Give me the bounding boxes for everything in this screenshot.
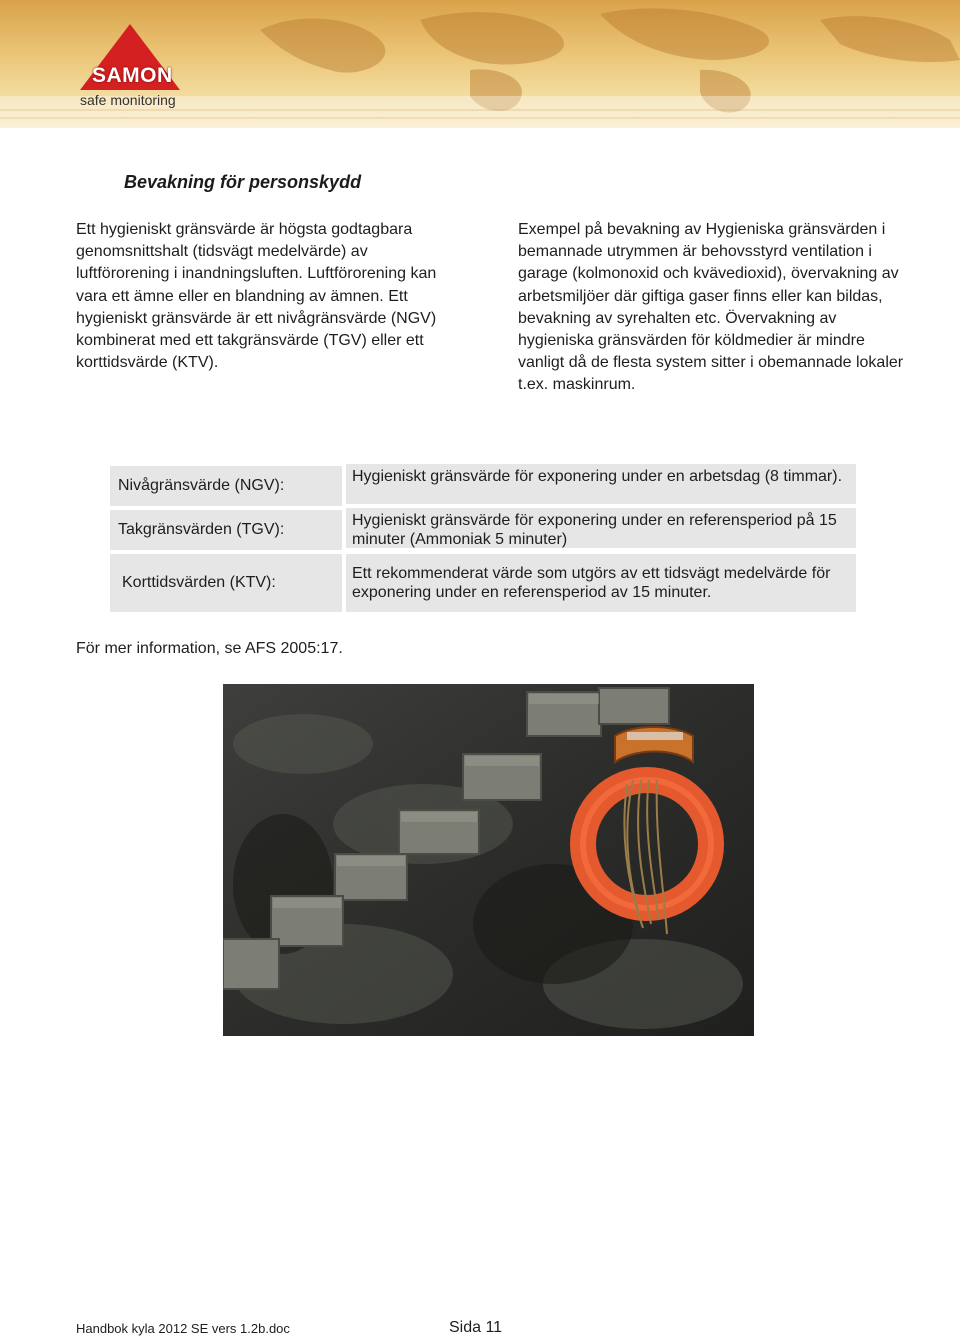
footer-page-number: Sida 11 [449, 1319, 503, 1336]
info-line: För mer information, se AFS 2005:17. [76, 640, 343, 657]
definition-term: Nivågränsvärde (NGV): [110, 466, 342, 506]
logo-tagline: safe monitoring [80, 92, 176, 108]
section-title: Bevakning för personskydd [124, 172, 362, 192]
definition-description: Hygieniskt gränsvärde för exponering under en referensperiod på 15 minuter (Ammoniak 5 minuter) [346, 508, 856, 548]
definition-term: Takgränsvärden (TGV): [110, 510, 342, 550]
samon-logo [78, 22, 188, 117]
definition-description: Hygieniskt gränsvärde för exponering under en arbetsdag (8 timmar). [346, 464, 856, 504]
logo-name: SAMON [92, 64, 173, 87]
footer-document-name: Handbok kyla 2012 SE vers 1.2b.doc [76, 1321, 290, 1336]
left-paragraph: Ett hygieniskt gränsvärde är högsta godtagbara genomsnittshalt (tidsvägt medelvärde) av luftförorening i inandningsluften. Luftförorening kan vara ett ämne eller en blandning av ämnen. Ett hygieniskt gränsvärde är ett nivågränsvärde (NGV) kombinerat med ett takgränsvärde (TGV) eller ett korttidsvärde (KTV). [76, 221, 437, 372]
definitions-table [110, 464, 858, 614]
header-banner [0, 0, 960, 128]
definition-description: Ett rekommenderat värde som utgörs av ett tidsvägt medelvärde för exponering under en referensperiod av 15 minuter. [346, 554, 856, 612]
definition-term: Korttidsvärden (KTV): [110, 554, 342, 612]
life-buoy-photo [223, 684, 754, 1036]
right-paragraph: Exempel på bevakning av Hygieniska gränsvärden i bemannade utrymmen är behovsstyrd ventilation i garage (kolmonoxid och kvävedioxid), övervakning av arbetsmiljöer där giftiga gaser finns eller kan bildas, bevakning av syrehalten etc. Övervakning av hygieniska gränsvärden för köldmedier är mindre vanligt då de flesta system sitter i obemannade lokaler t.ex. maskinrum. [518, 221, 904, 394]
